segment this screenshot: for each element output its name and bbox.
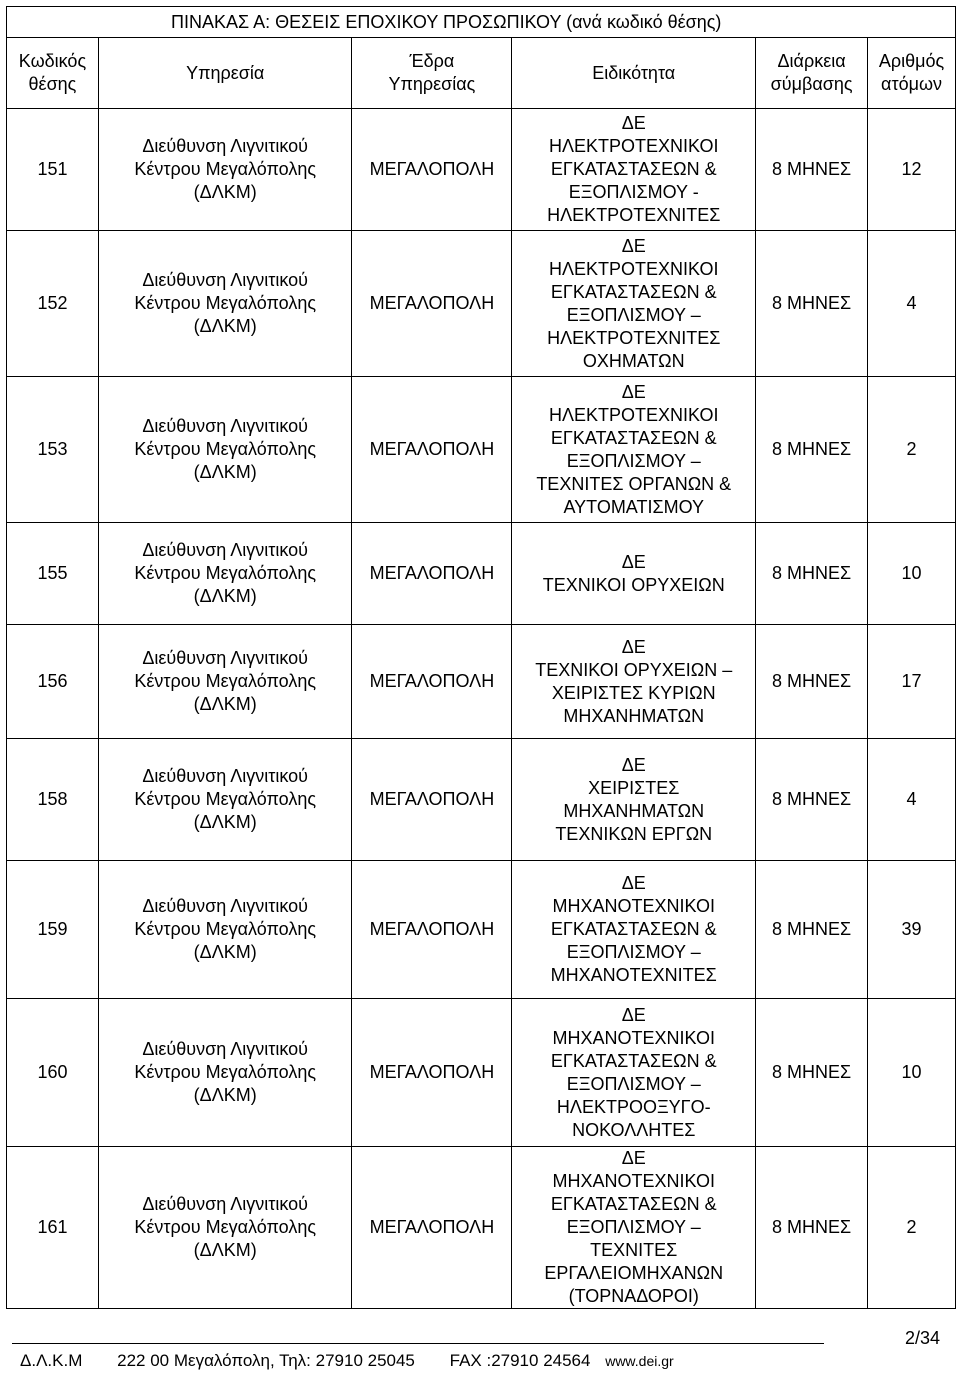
table-row [7,739,956,861]
cell-service: Διεύθυνση Λιγνιτικού Κέντρου Μεγαλόπολης (ΔΛΚΜ) [98,523,352,625]
header-duration: Διάρκεια σύμβασης [756,38,868,109]
cell-duration: 8 ΜΗΝΕΣ [756,377,868,523]
cell-specialty: ΔΕ ΜΗΧΑΝΟΤΕΧΝΙΚΟΙ ΕΓΚΑΤΑΣΤΑΣΕΩΝ & ΕΞΟΠΛΙΣΜΟΥ – ΤΕΧΝΙΤΕΣ ΕΡΓΑΛΕΙΟΜΗΧΑΝΩΝ (ΤΟΡΝΑΔΟΡΟΙ) [512,1147,756,1309]
cell-duration: 8 ΜΗΝΕΣ [756,1147,868,1309]
cell-specialty: ΔΕ ΗΛΕΚΤΡΟΤΕΧΝΙΚΟΙ ΕΓΚΑΤΑΣΤΑΣΕΩΝ & ΕΞΟΠΛΙΣΜΟΥ – ΗΛΕΚΤΡΟΤΕΧΝΙΤΕΣ ΟΧΗΜΑΤΩΝ [512,231,756,377]
cell-service: Διεύθυνση Λιγνιτικού Κέντρου Μεγαλόπολης (ΔΛΚΜ) [98,377,352,523]
footer-address: 222 00 Μεγαλόπολη, Τηλ: 27910 25045 [117,1351,415,1370]
cell-specialty: ΔΕ ΗΛΕΚΤΡΟΤΕΧΝΙΚΟΙ ΕΓΚΑΤΑΣΤΑΣΕΩΝ & ΕΞΟΠΛΙΣΜΟΥ – ΤΕΧΝΙΤΕΣ ΟΡΓΑΝΩΝ & ΑΥΤΟΜΑΤΙΣΜΟΥ [512,377,756,523]
title-row [7,7,956,38]
cell-code: 152 [7,231,99,377]
cell-seat: ΜΕΓΑΛΟΠΟΛΗ [352,999,512,1147]
cell-specialty: ΔΕ ΗΛΕΚΤΡΟΤΕΧΝΙΚΟΙ ΕΓΚΑΤΑΣΤΑΣΕΩΝ & ΕΞΟΠΛΙΣΜΟΥ - ΗΛΕΚΤΡΟΤΕΧΝΙΤΕΣ [512,109,756,231]
cell-duration: 8 ΜΗΝΕΣ [756,861,868,999]
table-row [7,999,956,1147]
cell-count: 4 [868,231,956,377]
cell-seat: ΜΕΓΑΛΟΠΟΛΗ [352,377,512,523]
cell-code: 151 [7,109,99,231]
cell-duration: 8 ΜΗΝΕΣ [756,231,868,377]
cell-service: Διεύθυνση Λιγνιτικού Κέντρου Μεγαλόπολης (ΔΛΚΜ) [98,999,352,1147]
cell-seat: ΜΕΓΑΛΟΠΟΛΗ [352,231,512,377]
cell-count: 17 [868,625,956,739]
cell-duration: 8 ΜΗΝΕΣ [756,109,868,231]
table-row [7,861,956,999]
cell-seat: ΜΕΓΑΛΟΠΟΛΗ [352,739,512,861]
cell-service: Διεύθυνση Λιγνιτικού Κέντρου Μεγαλόπολης (ΔΛΚΜ) [98,861,352,999]
cell-specialty: ΔΕ ΤΕΧΝΙΚΟΙ ΟΡΥΧΕΙΩΝ – ΧΕΙΡΙΣΤΕΣ ΚΥΡΙΩΝ ΜΗΧΑΝΗΜΑΤΩΝ [512,625,756,739]
cell-seat: ΜΕΓΑΛΟΠΟΛΗ [352,1147,512,1309]
cell-seat: ΜΕΓΑΛΟΠΟΛΗ [352,625,512,739]
cell-count: 2 [868,1147,956,1309]
footer [20,1351,674,1371]
table-row [7,1147,956,1309]
cell-count: 39 [868,861,956,999]
cell-code: 155 [7,523,99,625]
cell-specialty: ΔΕ ΜΗΧΑΝΟΤΕΧΝΙΚΟΙ ΕΓΚΑΤΑΣΤΑΣΕΩΝ & ΕΞΟΠΛΙΣΜΟΥ – ΗΛΕΚΤΡΟΟΞΥΓΟ- ΝΟΚΟΛΛΗΤΕΣ [512,999,756,1147]
cell-service: Διεύθυνση Λιγνιτικού Κέντρου Μεγαλόπολης (ΔΛΚΜ) [98,231,352,377]
header-service: Υπηρεσία [98,38,352,109]
header-specialty: Ειδικότητα [512,38,756,109]
table-title: ΠΙΝΑΚΑΣ Α: ΘΕΣΕΙΣ ΕΠΟΧΙΚΟΥ ΠΡΟΣΩΠΙΚΟΥ (ανά κωδικό θέσης) [7,7,956,38]
cell-service: Διεύθυνση Λιγνιτικού Κέντρου Μεγαλόπολης (ΔΛΚΜ) [98,109,352,231]
cell-service: Διεύθυνση Λιγνιτικού Κέντρου Μεγαλόπολης (ΔΛΚΜ) [98,625,352,739]
cell-specialty: ΔΕ ΜΗΧΑΝΟΤΕΧΝΙΚΟΙ ΕΓΚΑΤΑΣΤΑΣΕΩΝ & ΕΞΟΠΛΙΣΜΟΥ – ΜΗΧΑΝΟΤΕΧΝΙΤΕΣ [512,861,756,999]
table-row [7,377,956,523]
cell-service: Διεύθυνση Λιγνιτικού Κέντρου Μεγαλόπολης (ΔΛΚΜ) [98,1147,352,1309]
cell-code: 156 [7,625,99,739]
cell-count: 10 [868,523,956,625]
footer-org: Δ.Λ.Κ.Μ [20,1351,83,1370]
header-code: Κωδικός θέσης [7,38,99,109]
cell-service: Διεύθυνση Λιγνιτικού Κέντρου Μεγαλόπολης (ΔΛΚΜ) [98,739,352,861]
header-seat: Έδρα Υπηρεσίας [352,38,512,109]
cell-count: 4 [868,739,956,861]
cell-seat: ΜΕΓΑΛΟΠΟΛΗ [352,523,512,625]
page-number: 2/34 [904,1328,940,1348]
table-row [7,109,956,231]
header-row [7,38,956,109]
cell-code: 161 [7,1147,99,1309]
cell-code: 159 [7,861,99,999]
cell-count: 2 [868,377,956,523]
table-row [7,523,956,625]
cell-count: 10 [868,999,956,1147]
footer-web: www.dei.gr [605,1353,674,1369]
footer-divider [12,1343,824,1344]
cell-duration: 8 ΜΗΝΕΣ [756,999,868,1147]
cell-duration: 8 ΜΗΝΕΣ [756,523,868,625]
cell-code: 158 [7,739,99,861]
footer-fax: FAX :27910 24564 [449,1351,591,1370]
cell-seat: ΜΕΓΑΛΟΠΟΛΗ [352,109,512,231]
cell-code: 153 [7,377,99,523]
table-row [7,231,956,377]
cell-count: 12 [868,109,956,231]
cell-code: 160 [7,999,99,1147]
cell-specialty: ΔΕ ΧΕΙΡΙΣΤΕΣ ΜΗΧΑΝΗΜΑΤΩΝ ΤΕΧΝΙΚΩΝ ΕΡΓΩΝ [512,739,756,861]
positions-table [6,6,956,1309]
table-row [7,625,956,739]
cell-seat: ΜΕΓΑΛΟΠΟΛΗ [352,861,512,999]
header-count: Αριθμός ατόμων [868,38,956,109]
cell-duration: 8 ΜΗΝΕΣ [756,625,868,739]
cell-duration: 8 ΜΗΝΕΣ [756,739,868,861]
cell-specialty: ΔΕ ΤΕΧΝΙΚΟΙ ΟΡΥΧΕΙΩΝ [512,523,756,625]
